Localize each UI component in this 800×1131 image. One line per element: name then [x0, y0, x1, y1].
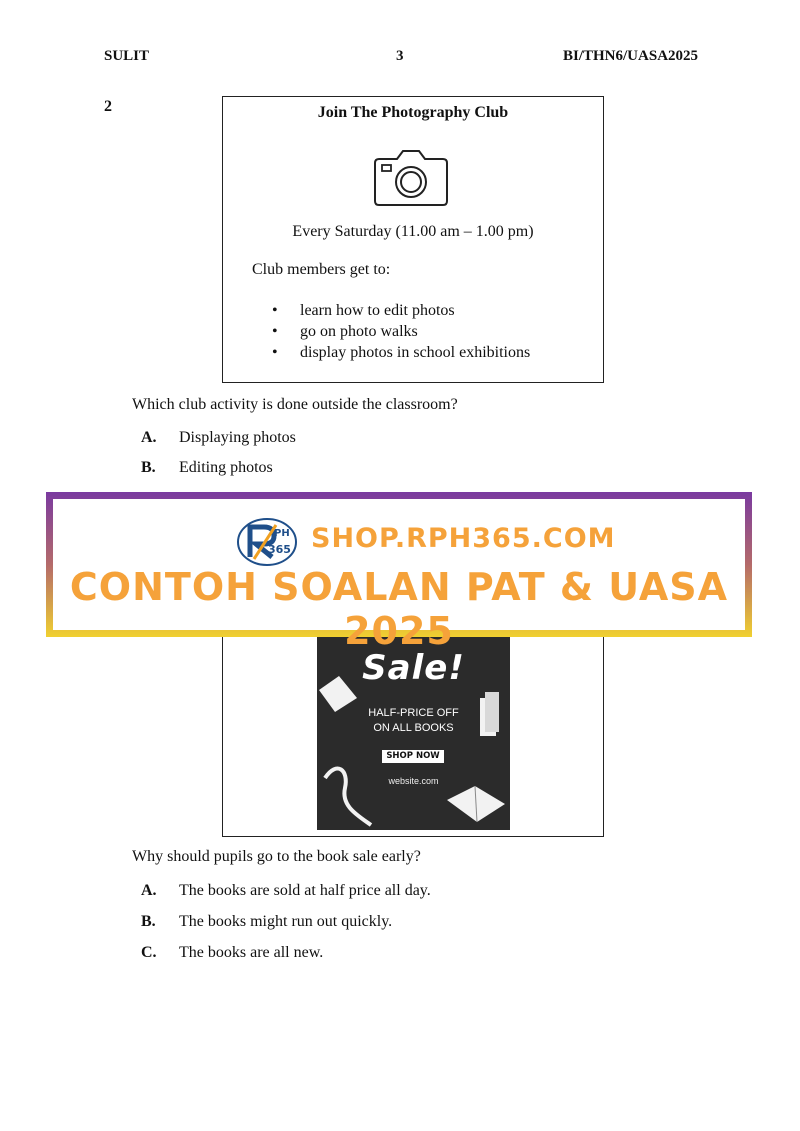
offer-text [317, 706, 510, 736]
sale-heading: Sale! [362, 648, 465, 688]
offer-line: HALF-PRICE OFF [368, 707, 459, 719]
shop-url: SHOP.RPH365.COM [311, 523, 616, 554]
club-schedule: Every Saturday (11.00 am – 1.00 pm) [292, 223, 534, 240]
question-number: 2 [104, 98, 112, 115]
option-text: The books are all new. [179, 944, 324, 961]
option-letter: B. [141, 913, 156, 930]
website-text: website.com [388, 776, 439, 786]
list-item: • go on photo walks [272, 321, 530, 342]
list-item: • learn how to edit photos [272, 300, 530, 321]
question-text: Why should pupils go to the book sale early? [132, 848, 421, 865]
poster-title: Join The Photography Club [317, 104, 509, 121]
option-letter: B. [141, 459, 156, 476]
option-text: The books might run out quickly. [179, 913, 393, 930]
shop-now-button: SHOP NOW [382, 750, 444, 763]
option-letter: C. [141, 944, 157, 961]
option-text: Editing photos [179, 459, 273, 476]
option-letter: A. [141, 882, 157, 899]
header-left: SULIT [104, 48, 150, 64]
watermark-banner [46, 492, 752, 653]
page-number: 3 [396, 48, 404, 64]
banner-title: CONTOH SOALAN PAT & UASA 2025 [69, 565, 729, 653]
option-text: Displaying photos [179, 429, 296, 446]
list-item: • display photos in school exhibitions [272, 342, 530, 363]
svg-text:PH: PH [274, 528, 290, 539]
benefits-list [272, 300, 530, 363]
question-text: Which club activity is done outside the classroom? [132, 396, 458, 413]
paper-code: BI/THN6/UASA2025 [563, 48, 699, 64]
members-intro: Club members get to: [252, 261, 391, 278]
rph365-logo [236, 517, 298, 567]
option-text: The books are sold at half price all day. [179, 882, 431, 899]
offer-line: ON ALL BOOKS [373, 722, 454, 734]
camera-icon [373, 147, 449, 209]
svg-text:365: 365 [268, 543, 291, 556]
option-letter: A. [141, 429, 157, 446]
photography-club-poster [222, 96, 604, 383]
